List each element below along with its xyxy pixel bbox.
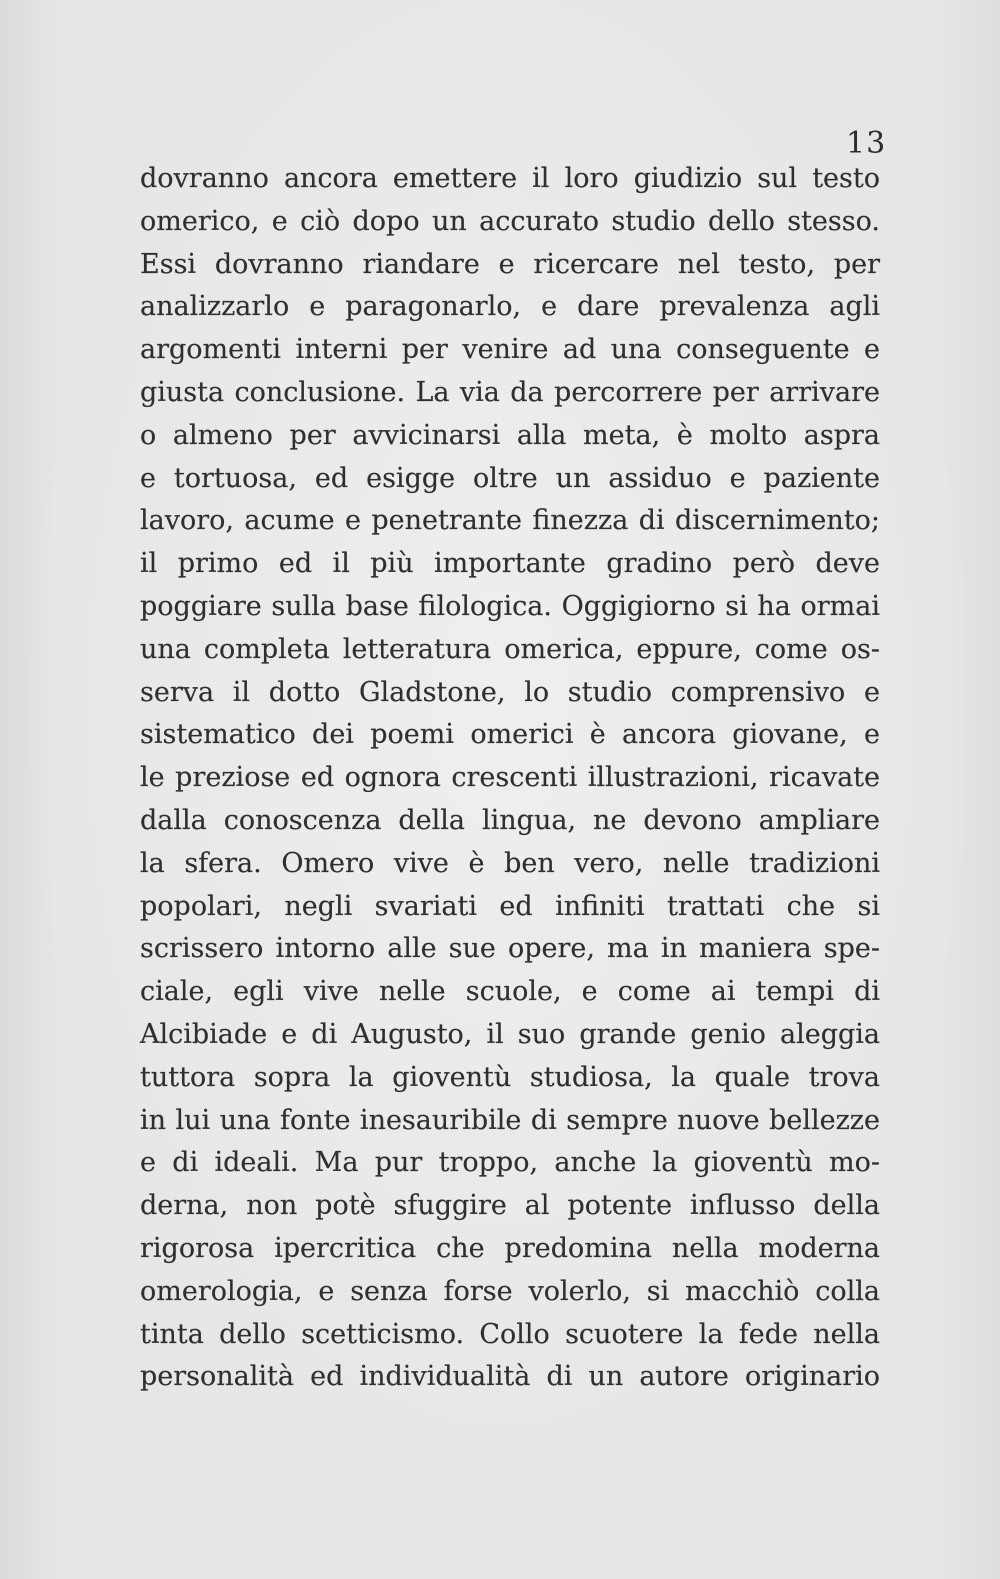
text-line: tinta dello scetticismo. Collo scuotere la fede nella: [140, 1318, 880, 1350]
text-line: rigorosa ipercritica che predomina nella moderna: [140, 1232, 880, 1264]
text-line: scrissero intorno alle sue opere, ma in maniera spe-: [140, 933, 880, 965]
page-number: 13: [846, 126, 887, 161]
text-line: la sfera. Omero vive è ben vero, nelle tradizioni: [140, 847, 880, 879]
text-line: omerico, e ciò dopo un accurato studio dello stesso.: [140, 205, 880, 237]
text-line: omerologia, e senza forse volerlo, si macchiò colla: [140, 1275, 880, 1307]
text-line: ciale, egli vive nelle scuole, e come ai tempi di: [140, 976, 880, 1008]
text-line: popolari, negli svariati ed infiniti trattati che si: [140, 890, 880, 922]
text-line: una completa letteratura omerica, eppure, come os-: [140, 633, 880, 665]
text-line: lavoro, acume e penetrante finezza di discernimento;: [140, 505, 880, 537]
text-line: analizzarlo e paragonarlo, e dare prevalenza agli: [140, 291, 880, 323]
text-line: dovranno ancora emettere il loro giudizio sul testo: [140, 163, 880, 194]
text-line: personalità ed individualità di un autore originario: [140, 1361, 880, 1393]
text-line: o almeno per avvicinarsi alla meta, è molto aspra: [140, 419, 880, 451]
text-line: Alcibiade e di Augusto, il suo grande genio aleggia: [140, 1018, 880, 1050]
text-line: derna, non potè sfuggire al potente influsso della: [140, 1190, 880, 1222]
text-line: argomenti interni per venire ad una conseguente e: [140, 334, 880, 366]
text-line: in lui una fonte inesauribile di sempre nuove bellezze: [140, 1104, 880, 1136]
text-line: poggiare sulla base filologica. Oggigiorno si ha ormai: [140, 590, 880, 622]
text-line: tuttora sopra la gioventù studiosa, la quale trova: [140, 1061, 880, 1093]
body-text: [140, 158, 880, 1399]
text-line: le preziose ed ognora crescenti illustrazioni, ricavate: [140, 762, 880, 794]
text-line: giusta conclusione. La via da percorrere per arrivare: [140, 376, 880, 408]
text-line: dalla conoscenza della lingua, ne devono ampliare: [140, 804, 880, 836]
text-line: il primo ed il più importante gradino però deve: [140, 548, 880, 580]
text-line: serva il dotto Gladstone, lo studio comprensivo e: [140, 676, 880, 708]
text-line: sistematico dei poemi omerici è ancora giovane, e: [140, 719, 880, 751]
text-line: e tortuosa, ed esigge oltre un assiduo e paziente: [140, 462, 880, 494]
text-line: Essi dovranno riandare e ricercare nel testo, per: [140, 248, 880, 280]
text-line: e di ideali. Ma pur troppo, anche la gioventù mo-: [140, 1147, 880, 1179]
